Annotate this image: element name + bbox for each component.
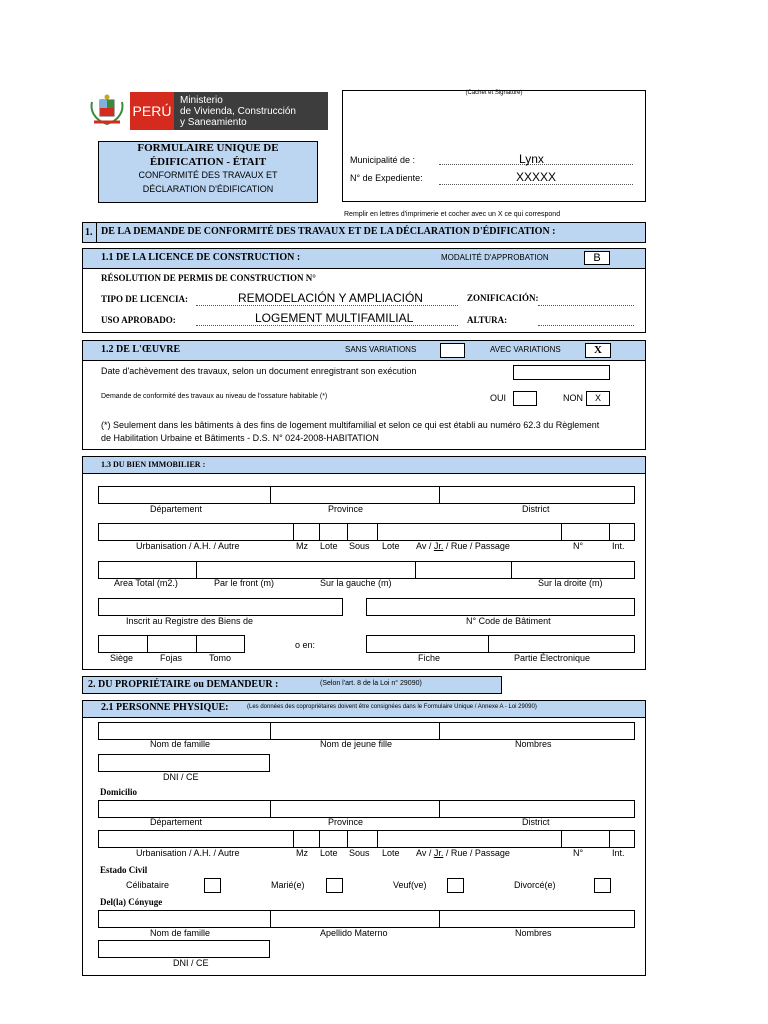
label-mz: Mz (296, 848, 308, 858)
property-address-fields[interactable] (98, 523, 635, 541)
divider (293, 524, 294, 540)
label-street-type (416, 541, 510, 551)
divider (96, 223, 97, 242)
altura-field[interactable] (538, 313, 634, 326)
section-2-note: (Selon l'art. 8 de la Loi n° 29090) (320, 680, 422, 687)
sans-label: SANS VARIATIONS (345, 345, 417, 354)
label-siege: Siège (110, 653, 134, 663)
section-1-2 (82, 340, 646, 450)
uso-label: USO APROBADO: (101, 315, 176, 325)
non-label: NON (563, 393, 583, 403)
section-1-3-title: 1.3 DU BIEN IMMOBILIER : (101, 460, 206, 469)
veuf-checkbox[interactable] (447, 878, 464, 893)
building-code-field[interactable] (366, 598, 635, 616)
registry-electronic-fields[interactable] (366, 635, 635, 653)
label-urbanisation: Urbanisation / A.H. / Autre (136, 541, 240, 551)
section-1-1 (82, 248, 646, 333)
label-jr: Jr. (433, 541, 444, 551)
label-province: Province (328, 817, 364, 827)
date-label: Date d'achèvement des travaux, selon un document enregistrant son exécution (101, 366, 417, 376)
label-sous: Sous (349, 848, 370, 858)
label-jr: Jr. (433, 848, 444, 858)
divider (270, 723, 271, 739)
registry-field[interactable] (98, 598, 343, 616)
spouse-name-fields[interactable] (98, 910, 635, 928)
section-1-2-header (83, 341, 645, 361)
section-2-header (82, 676, 502, 694)
label-left: Sur la gauche (m) (320, 578, 392, 588)
label-dni: DNI / CE (163, 772, 199, 782)
section-1-title: DE LA DEMANDE DE CONFORMITÉ DES TRAVAUX ET DE LA DÉCLARATION D'ÉDIFICATION : (101, 226, 556, 237)
label-rue: / Rue / Passage (443, 848, 510, 858)
divider (147, 636, 148, 652)
label-district: District (522, 817, 550, 827)
zonif-field[interactable] (538, 293, 634, 306)
divider (488, 636, 489, 652)
label-o-en: o en: (295, 640, 316, 650)
ministry-line: de Vivienda, Construcción (180, 106, 296, 117)
divider (439, 911, 440, 927)
label-province: Province (328, 504, 364, 514)
label-number: N° (573, 848, 584, 858)
label-tomo: Tomo (209, 653, 232, 663)
avec-value: X (594, 344, 602, 356)
divider (377, 831, 378, 847)
owner-address-fields[interactable] (98, 830, 635, 848)
title-box (98, 141, 318, 203)
modalite-value: B (593, 252, 601, 264)
label-nom-famille: Nom de famille (150, 928, 211, 938)
section-1-3-header (83, 457, 645, 474)
label-sous: Sous (349, 541, 370, 551)
label-dni: DNI / CE (173, 958, 209, 968)
owner-location-fields[interactable] (98, 800, 635, 818)
label-av: Av / (416, 848, 434, 858)
label-lote: Lote (382, 848, 400, 858)
zonif-label: ZONIFICACIÓN: (467, 293, 539, 303)
label-nombres: Nombres (515, 928, 552, 938)
divider (439, 723, 440, 739)
label-lote: Lote (320, 541, 338, 551)
section-2-1-header (83, 701, 645, 718)
ministry-box (174, 92, 328, 130)
label-urbanisation: Urbanisation / A.H. / Autre (136, 848, 240, 858)
note-line: (*) Seulement dans les bâtiments à des fins de logement multifamilial et selon ce qui est établi au numéro 62.3 du Règlement (101, 420, 600, 430)
label-divorce: Divorcé(e) (514, 880, 556, 890)
owner-name-fields[interactable] (98, 722, 635, 740)
stamp-label: (Cachet et Signature) (465, 90, 523, 96)
divider (270, 911, 271, 927)
divider (439, 801, 440, 817)
section-1-header (82, 222, 646, 243)
divider (561, 831, 562, 847)
non-checkbox[interactable] (586, 391, 610, 406)
title-line: DÉCLARATION D'ÉDIFICATION (142, 184, 274, 194)
divider (511, 562, 512, 578)
municipality-value: Lynx (519, 152, 544, 166)
title-line: CONFORMITÉ DES TRAVAUX ET (138, 170, 278, 180)
demande-label: Demande de conformité des travaux au niveau de l'ossature habitable (*) (101, 393, 328, 400)
property-area-fields[interactable] (98, 561, 635, 579)
title-line: ÉDIFICATION - ÉTAIT (149, 156, 267, 168)
label-lote: Lote (382, 541, 400, 551)
section-1-2-title: 1.2 DE L'ŒUVRE (101, 344, 181, 355)
peru-logo (88, 92, 328, 130)
divider (377, 524, 378, 540)
sans-checkbox[interactable] (440, 343, 465, 358)
label-fojas: Fojas (160, 653, 183, 663)
divider (415, 562, 416, 578)
label-right: Sur la droite (m) (538, 578, 603, 588)
label-registry: Inscrit au Registre des Biens de (126, 616, 254, 626)
non-value: X (594, 393, 601, 403)
label-departement: Département (150, 817, 203, 827)
municipality-label: Municipalité de : (350, 155, 416, 165)
date-field[interactable] (513, 365, 610, 380)
peru-label: PERÚ (132, 103, 172, 119)
section-1-1-header (83, 249, 645, 269)
section-2-1-title: 2.1 PERSONNE PHYSIQUE: (101, 702, 229, 713)
divider (293, 831, 294, 847)
expedient-label: N° de Expediente: (350, 173, 423, 183)
tipo-label: TIPO DE LICENCIA: (101, 294, 189, 304)
label-district: District (522, 504, 550, 514)
divider (347, 524, 348, 540)
oui-checkbox[interactable] (513, 391, 537, 406)
label-area-total: Area Total (m2.) (114, 578, 178, 588)
label-int: Int. (612, 848, 625, 858)
divider (270, 487, 271, 503)
divider (196, 562, 197, 578)
section-1-number: 1. (85, 227, 93, 238)
section-2-title: 2. DU PROPRIÉTAIRE ou DEMANDEUR : (88, 679, 279, 690)
label-fiche: Fiche (418, 653, 441, 663)
label-int: Int. (612, 541, 625, 551)
ministry-line: y Saneamiento (180, 117, 247, 128)
label-domicilio: Domicilio (100, 787, 137, 797)
spouse-dni-field[interactable] (98, 940, 270, 958)
label-apellido-materno: Apellido Materno (320, 928, 388, 938)
divider (319, 524, 320, 540)
avec-checkbox[interactable] (585, 343, 611, 358)
owner-dni-field[interactable] (98, 754, 270, 772)
divider (196, 636, 197, 652)
title-line: FORMULAIRE UNIQUE DE (137, 142, 279, 154)
modalite-label: MODALITÉ D'APPROBATION (441, 253, 549, 262)
section-2-1-note: (Les données des copropriétaires doivent être consignées dans le Formulaire Unique / Annexe A - Loi 29090) (247, 704, 537, 710)
property-location-fields[interactable] (98, 486, 635, 504)
label-nom-famille: Nom de famille (150, 739, 211, 749)
label-mz: Mz (296, 541, 308, 551)
stamp-box (342, 90, 646, 202)
resolution-label: RÉSOLUTION DE PERMIS DE CONSTRUCTION N° (101, 273, 316, 283)
label-departement: Département (150, 504, 203, 514)
oui-label: OUI (490, 393, 507, 403)
divider (270, 801, 271, 817)
label-estado-civil: Estado Civil (100, 865, 148, 875)
divider (347, 831, 348, 847)
divorce-checkbox[interactable] (594, 878, 611, 893)
section-1-1-title: 1.1 DE LA LICENCE DE CONSTRUCTION : (101, 252, 301, 263)
ministry-line: Ministerio (180, 95, 223, 106)
label-partie-electronique: Partie Électronique (514, 653, 591, 663)
label-number: N° (573, 541, 584, 551)
modalite-field[interactable] (584, 251, 610, 265)
tipo-value: REMODELACIÓN Y AMPLIACIÓN (238, 291, 423, 305)
label-front: Par le front (m) (214, 578, 275, 588)
divider (561, 524, 562, 540)
divider (439, 487, 440, 503)
label-building-code: N° Code de Bâtiment (466, 616, 551, 626)
label-street-type (416, 848, 510, 858)
label-celibataire: Célibataire (126, 880, 170, 890)
label-nombres: Nombres (515, 739, 552, 749)
label-veuf: Veuf(ve) (393, 880, 427, 890)
celibataire-checkbox[interactable] (204, 878, 221, 893)
divider (319, 831, 320, 847)
note-line: de Habilitation Urbaine et Bâtiments - D.S. N° 024-2008-HABITATION (101, 433, 379, 443)
altura-label: ALTURA: (467, 315, 508, 325)
marie-checkbox[interactable] (326, 878, 343, 893)
divider (609, 524, 610, 540)
label-nom-jeune-fille: Nom de jeune fille (320, 739, 393, 749)
label-marie: Marié(e) (271, 880, 305, 890)
divider (609, 831, 610, 847)
uso-value: LOGEMENT MULTIFAMILIAL (255, 311, 414, 325)
label-av: Av / (416, 541, 434, 551)
expedient-value: XXXXX (516, 170, 557, 184)
instruction-text: Remplir en lettres d'imprimerie et cocher avec un X ce qui correspond (344, 211, 561, 218)
label-lote: Lote (320, 848, 338, 858)
coat-of-arms-icon (88, 94, 126, 128)
label-rue: / Rue / Passage (443, 541, 510, 551)
avec-label: AVEC VARIATIONS (490, 345, 561, 354)
peru-label-box (130, 92, 174, 130)
registry-volume-fields[interactable] (98, 635, 245, 653)
label-conyuge: Del(la) Cónyuge (100, 897, 163, 907)
